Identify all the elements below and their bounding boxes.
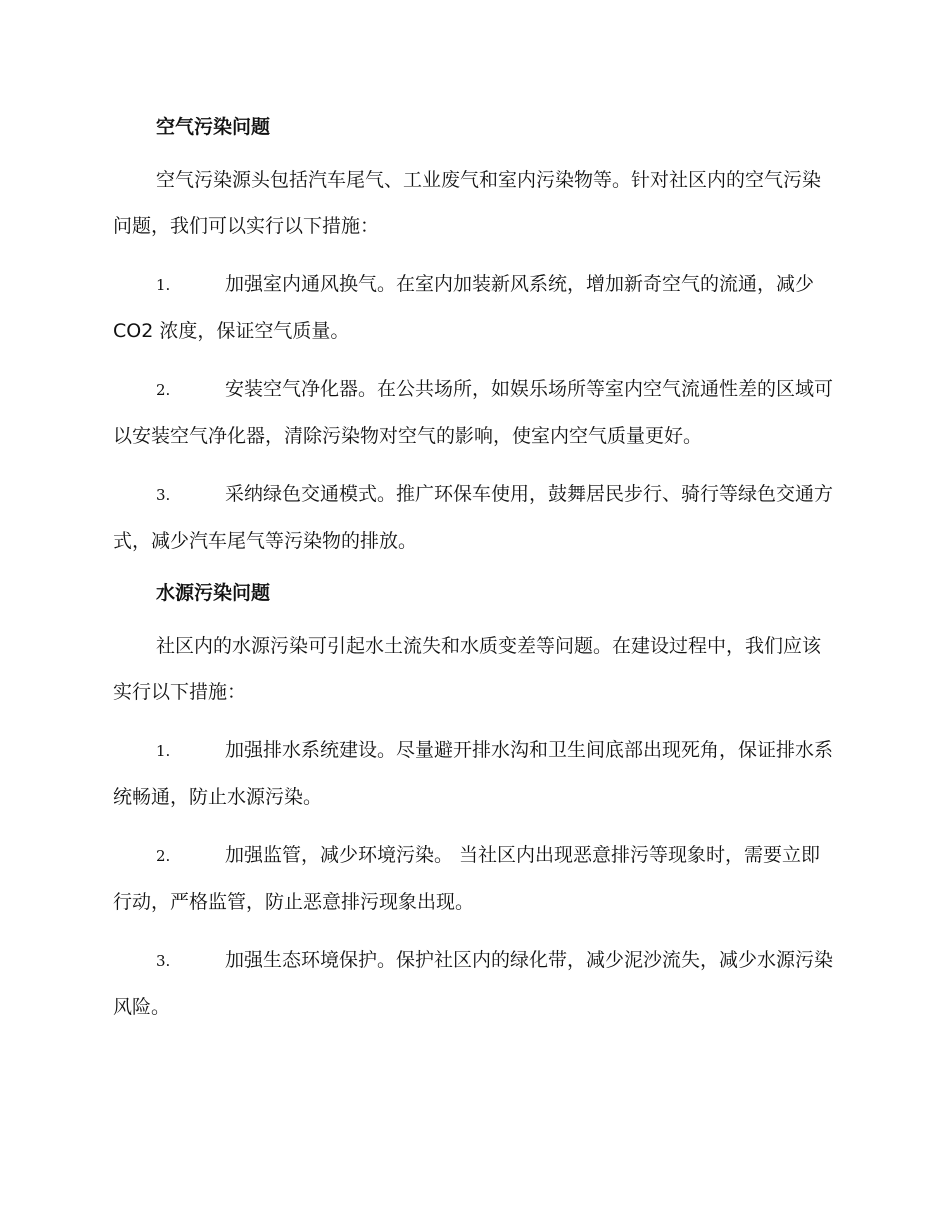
list-item-number: 3.: [156, 952, 171, 970]
list-item-text: 加强排水系统建设。尽量避开排水沟和卫生间底部出现死角，保证排水系统畅通，防止水源污染。: [113, 739, 834, 808]
document-body: [113, 110, 838, 1042]
list-item: [113, 366, 838, 459]
list-item: [113, 261, 838, 354]
list-item-text: 安装空气净化器。在公共场所，如娱乐场所等室内空气流通性差的区域可以安装空气净化器，清除污染物对空气的影响，使室内空气质量更好。: [113, 378, 834, 447]
list-item-number: 1.: [156, 742, 171, 760]
section-intro-water: 社区内的水源污染可引起水土流失和水质变差等问题。在建设过程中，我们应该实行以下措施：: [113, 635, 822, 703]
list-item-text: 采纳绿色交通模式。推广环保车使用，鼓舞居民步行、骑行等绿色交通方式，减少汽车尾气等污染物的排放。: [113, 483, 834, 552]
list-item: [113, 832, 838, 925]
list-item: [113, 727, 838, 820]
section-heading-water: 水源污染问题: [156, 582, 271, 604]
list-item-text: 加强监管，减少环境污染。 当社区内出现恶意排污等现象时，需要立即行动，严格监管，防止恶意排污现象出现。: [113, 844, 821, 913]
list-item-number: 2.: [156, 847, 171, 865]
list-item: [113, 471, 838, 564]
list-item-number: 3.: [156, 486, 171, 504]
section-heading-air: 空气污染问题: [156, 116, 271, 138]
list-item-text: 加强室内通风换气。在室内加装新风系统，增加新奇空气的流通，减少 CO2 浓度，保证空气质量。: [113, 273, 815, 342]
list-item-number: 1.: [156, 276, 171, 294]
list-item-text: 加强生态环境保护。保护社区内的绿化带，减少泥沙流失，减少水源污染风险。: [113, 949, 834, 1018]
list-item-number: 2.: [156, 381, 171, 399]
section-intro-air: 空气污染源头包括汽车尾气、工业废气和室内污染物等。针对社区内的空气污染问题，我们可以实行以下措施：: [113, 169, 822, 237]
list-item: [113, 937, 838, 1030]
